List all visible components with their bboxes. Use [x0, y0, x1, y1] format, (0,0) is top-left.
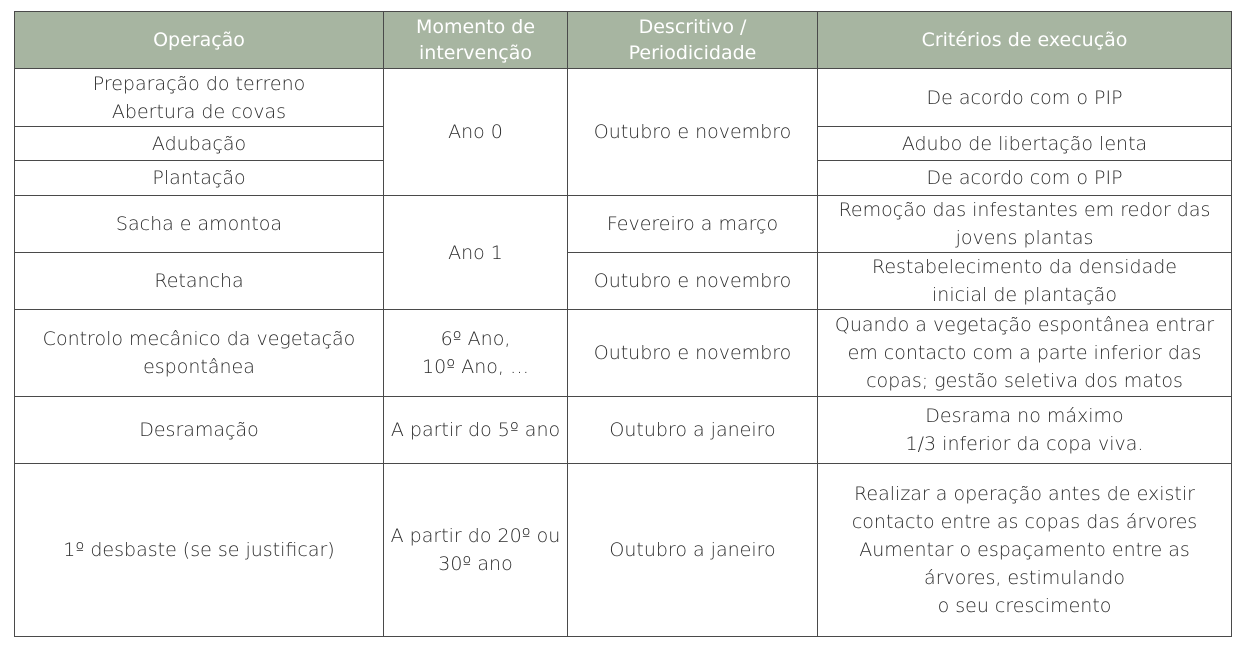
cell-descritivo: Outubro a janeiro [568, 464, 818, 637]
cell-operacao: Plantação [15, 161, 384, 196]
cell-momento: Ano 0 [384, 69, 568, 196]
cell-criterios: Realizar a operação antes de existir contacto entre as copas das árvores Aumentar o espaçamento entre as árvores, estimulando o seu crescimento [818, 464, 1232, 637]
cell-descritivo: Fevereiro a março [568, 196, 818, 253]
operations-table [14, 11, 1232, 637]
table-row [15, 69, 1232, 127]
table-row [15, 310, 1232, 397]
cell-criterios: Remoção das infestantes em redor das jovens plantas [818, 196, 1232, 253]
cell-momento: A partir do 20º ou 30º ano [384, 464, 568, 637]
header-operacao: Operação [15, 12, 384, 69]
cell-criterios: Restabelecimento da densidade inicial de plantação [818, 253, 1232, 310]
header-momento: Momento de intervenção [384, 12, 568, 69]
cell-operacao: Desramação [15, 397, 384, 464]
cell-momento: 6º Ano, 10º Ano, … [384, 310, 568, 397]
cell-momento: A partir do 5º ano [384, 397, 568, 464]
cell-descritivo: Outubro e novembro [568, 69, 818, 196]
cell-momento: Ano 1 [384, 196, 568, 310]
header-row [15, 12, 1232, 69]
header-criterios: Critérios de execução [818, 12, 1232, 69]
cell-descritivo: Outubro e novembro [568, 310, 818, 397]
cell-criterios: Adubo de libertação lenta [818, 127, 1232, 161]
table-row [15, 196, 1232, 253]
cell-operacao: Retancha [15, 253, 384, 310]
cell-operacao: 1º desbaste (se se justificar) [15, 464, 384, 637]
header-descritivo: Descritivo / Periodicidade [568, 12, 818, 69]
cell-criterios: Quando a vegetação espontânea entrar em contacto com a parte inferior das copas; gestão seletiva dos matos [818, 310, 1232, 397]
cell-criterios: De acordo com o PIP [818, 69, 1232, 127]
cell-operacao: Adubação [15, 127, 384, 161]
cell-criterios: Desrama no máximo 1/3 inferior da copa viva. [818, 397, 1232, 464]
cell-descritivo: Outubro e novembro [568, 253, 818, 310]
table-row [15, 464, 1232, 637]
table-row [15, 397, 1232, 464]
cell-operacao: Controlo mecânico da vegetação espontânea [15, 310, 384, 397]
cell-operacao: Preparação do terreno Abertura de covas [15, 69, 384, 127]
cell-operacao: Sacha e amontoa [15, 196, 384, 253]
cell-criterios: De acordo com o PIP [818, 161, 1232, 196]
cell-descritivo: Outubro a janeiro [568, 397, 818, 464]
table-row [15, 253, 1232, 310]
